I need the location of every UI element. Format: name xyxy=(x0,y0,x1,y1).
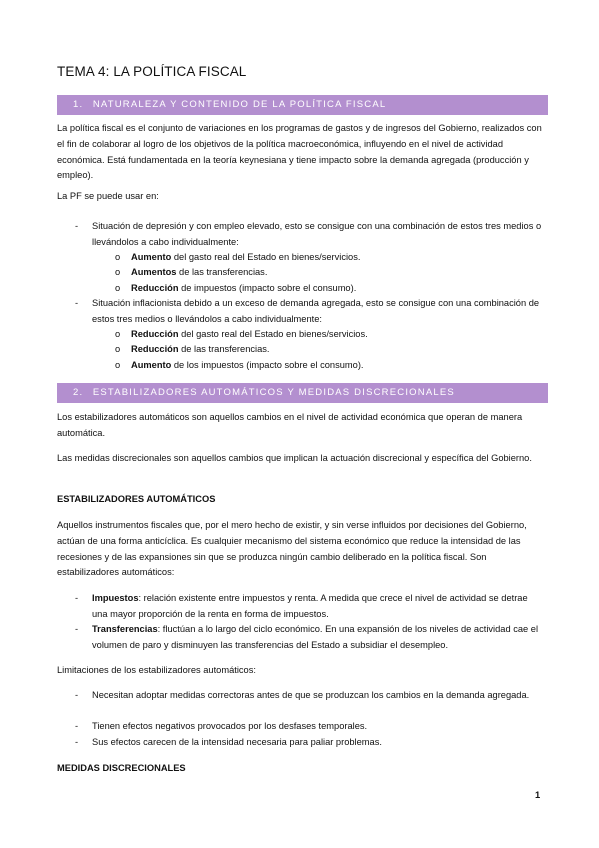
sub-item-text: del gasto real del Estado en bienes/servicios. xyxy=(171,252,361,262)
bullet-dash: - xyxy=(75,221,79,231)
section-1-header xyxy=(57,95,548,115)
section-1-label: NATURALEZA Y CONTENIDO DE LA POLÍTICA FISCAL xyxy=(92,99,387,110)
sub-bullet-marker: o xyxy=(115,252,121,262)
sub-bullet-marker: o xyxy=(115,344,121,354)
section-2-label: ESTABILIZADORES AUTOMÁTICOS Y MEDIDAS DISCRECIONALES xyxy=(92,387,455,398)
list-item xyxy=(75,219,545,251)
sub-item-text: de impuestos (impacto sobre el consumo). xyxy=(178,283,357,293)
page-number: 1 xyxy=(535,790,541,800)
sub-item-bold: Reducción xyxy=(131,329,179,339)
list-item-text: : fluctúan a lo largo del ciclo económico. En una expansión de los niveles de actividad cae el volumen de paro y disminuyen las transferencias del Estado a subsidiar el desempleo. xyxy=(92,624,539,650)
sub-list-item xyxy=(115,250,515,266)
sub-bullet-marker: o xyxy=(115,283,121,293)
section-2-number: 2. xyxy=(73,387,84,398)
list-item xyxy=(75,296,545,328)
list-item-bold: Transferencias xyxy=(92,624,158,634)
list-item-text: Tienen efectos negativos provocados por los desfases temporales. xyxy=(92,721,368,731)
paragraph-automatic-stabilizers: Los estabilizadores automáticos son aquellos cambios en el nivel de actividad económica que operan de manera automática. xyxy=(57,412,523,438)
sub-item-bold: Aumento xyxy=(131,360,172,370)
sub-item-text: de las transferencias. xyxy=(178,344,270,354)
sub-item-bold: Aumento xyxy=(131,252,172,262)
list-item-text: Necesitan adoptar medidas correctoras antes de que se produzcan los cambios en la demanda agregada. xyxy=(92,690,530,700)
sub-list-item xyxy=(115,327,515,343)
subheading-discretionary-measures: MEDIDAS DISCRECIONALES xyxy=(57,763,186,773)
list-item-text: Situación de depresión y con empleo elevado, esto se consigue con una combinación de estos tres medios o llevándolos a cabo individualmente: xyxy=(92,221,542,247)
bullet-dash: - xyxy=(75,737,79,747)
sub-item-text: de las transferencias. xyxy=(176,267,268,277)
section-1-number: 1. xyxy=(73,99,84,110)
sub-list-item xyxy=(115,265,515,281)
list-item-bold: Impuestos xyxy=(92,593,139,603)
sub-item-bold: Aumentos xyxy=(131,267,177,277)
list-item xyxy=(75,622,545,654)
list-item xyxy=(75,591,545,623)
bullet-dash: - xyxy=(75,298,79,308)
subheading-automatic-stabilizers: ESTABILIZADORES AUTOMÁTICOS xyxy=(57,494,216,504)
bullet-dash: - xyxy=(75,624,79,634)
sub-item-bold: Reducción xyxy=(131,344,179,354)
sub-item-bold: Reducción xyxy=(131,283,179,293)
section-2-header xyxy=(57,383,548,403)
sub-bullet-marker: o xyxy=(115,267,121,277)
paragraph-definition: La política fiscal es el conjunto de variaciones en los programas de gastos y de ingresos del Gobierno, realizados con el fin de colaborar al logro de los objetivos de la política macroeconómica, influyendo en el nivel de actividad económica. Está fundamentada en la teoría keynesiana y tiene impacto sobre la demanda agregada (producción y empleo). xyxy=(57,123,542,181)
bullet-dash: - xyxy=(75,721,79,731)
list-item-text: Sus efectos carecen de la intensidad necesaria para paliar problemas. xyxy=(92,737,382,747)
paragraph-limitations-intro: Limitaciones de los estabilizadores automáticos: xyxy=(57,665,256,675)
list-item xyxy=(75,688,545,704)
list-item-text: : relación existente entre impuestos y renta. A medida que crece el nivel de actividad se detrae una mayor proporción de la renta en forma de impuestos. xyxy=(92,593,528,619)
list-item xyxy=(75,735,545,751)
paragraph-stabilizers-definition: Aquellos instrumentos fiscales que, por el mero hecho de existir, y sin verse influidos por decisiones del Gobierno, actúan de una forma anticíclica. Es cualquier mecanismo del sistema económico que reduce la intensidad de las recesiones y de las expansiones sin que se produzca ningún cambio deliberado en la política fiscal. Son estabilizadores automáticos: xyxy=(57,520,527,578)
sub-list-item xyxy=(115,342,515,358)
sub-bullet-marker: o xyxy=(115,329,121,339)
sub-list-item xyxy=(115,281,515,297)
sub-bullet-marker: o xyxy=(115,360,121,370)
bullet-dash: - xyxy=(75,593,79,603)
list-item xyxy=(75,719,545,735)
paragraph-discretionary-measures: Las medidas discrecionales son aquellos cambios que implican la actuación discrecional y específica del Gobierno. xyxy=(57,453,532,463)
list-item-text: Situación inflacionista debido a un exceso de demanda agregada, esto se consigue con una combinación de estos tres medios o llevándolos a cabo individualmente: xyxy=(92,298,540,324)
sub-list-item xyxy=(115,358,515,374)
page-title: TEMA 4: LA POLÍTICA FISCAL xyxy=(57,64,247,79)
sub-item-text: del gasto real del Estado en bienes/servicios. xyxy=(178,329,368,339)
sub-item-text: de los impuestos (impacto sobre el consumo). xyxy=(171,360,364,370)
bullet-dash: - xyxy=(75,690,79,700)
paragraph-uses-intro: La PF se puede usar en: xyxy=(57,191,159,201)
